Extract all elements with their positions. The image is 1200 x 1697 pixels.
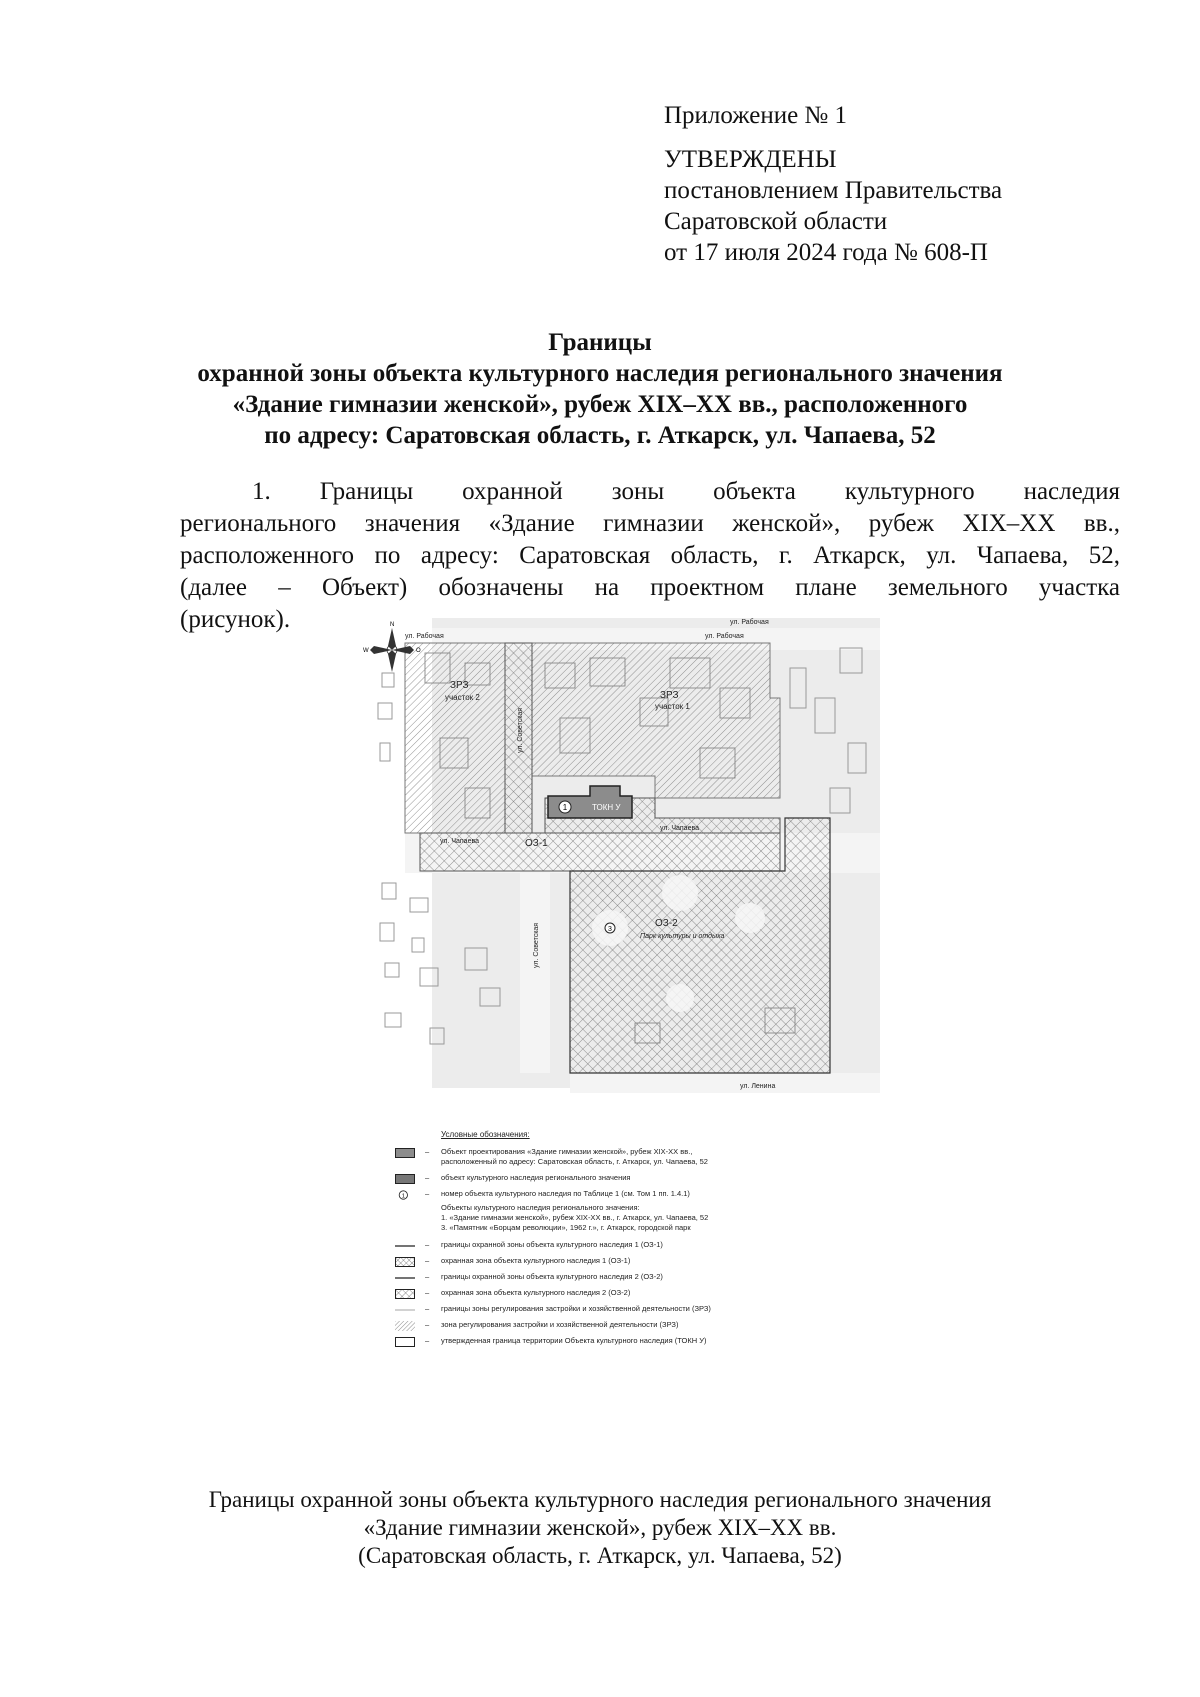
paragraph-line-4: (далее – Объект) обозначены на проектном плане земельного участка — [180, 574, 1120, 601]
approval-line-2: Саратовской области — [664, 208, 888, 235]
legend-title: Условные обозначения: — [441, 1130, 530, 1139]
gray-fill-symbol — [395, 1174, 415, 1184]
legend-number-symbol: 1 — [401, 1193, 405, 1200]
zrz-right-label: ЗРЗ — [660, 690, 679, 701]
road-lenina — [570, 1073, 880, 1093]
title-line-3: «Здание гимназии женской», рубеж XIX–XX вв., расположенного — [232, 391, 968, 418]
caption-line-1: Границы охранной зоны объекта культурного наследия регионального значения — [208, 1487, 992, 1512]
legend-text: зона регулирования застройки и хозяйственной деятельности (ЗРЗ) — [441, 1320, 679, 1329]
object-number: 1 — [562, 803, 568, 812]
paragraph-line-5: (рисунок). — [180, 606, 291, 633]
road-sovetskaya — [520, 873, 550, 1073]
compass-east: O — [416, 648, 421, 654]
diagonal-hatch-symbol — [395, 1321, 415, 1331]
legend-dash: – — [425, 1147, 430, 1156]
site-plan-map — [363, 618, 880, 1158]
paragraph-line-1: 1. Границы охранной зоны объекта культурного наследия — [252, 478, 1120, 505]
object-label: ТОКН У — [592, 803, 621, 812]
legend-dash: – — [425, 1240, 430, 1249]
solid-line-symbol — [395, 1241, 415, 1251]
approval-line-1: постановлением Правительства — [664, 177, 1003, 204]
legend-text: границы охранной зоны объекта культурного наследия 1 (ОЗ-1) — [441, 1240, 663, 1249]
legend-item-zrz-zone — [395, 1320, 725, 1330]
street-rabochaya-left: ул. Рабочая — [405, 633, 444, 640]
legend-dash: – — [425, 1256, 430, 1265]
legend-text: объект культурного наследия регионального значения — [441, 1173, 631, 1182]
street-sovetskaya-top: ул. Советская — [517, 707, 524, 753]
caption-line-2: «Здание гимназии женской», рубеж XIX–XX вв. — [363, 1515, 837, 1540]
street-lenina: ул. Ленина — [740, 1083, 776, 1090]
legend-text: номер объекта культурного наследия по Таблице 1 (см. Том 1 пп. 1.4.1) — [441, 1189, 690, 1198]
circle-number-symbol — [395, 1190, 415, 1200]
crosshatch-symbol — [395, 1257, 415, 1267]
outline-rect-symbol — [395, 1337, 415, 1347]
paragraph-line-3: расположенного по адресу: Саратовская область, г. Аткарск, ул. Чапаева, 52, — [180, 542, 1120, 569]
street-sovetskaya-bottom: ул. Советская — [533, 922, 540, 968]
dark-fill-symbol — [395, 1148, 415, 1158]
legend-item-oz2-zone — [395, 1288, 725, 1298]
legend-item-oz1-boundary — [395, 1240, 725, 1250]
street-chapaeva-right: ул. Чапаева — [660, 825, 699, 832]
legend-item-tokn — [395, 1336, 725, 1346]
street-chapaeva-left: ул. Чапаева — [440, 838, 479, 845]
thin-line-symbol — [395, 1305, 415, 1315]
legend-item-number — [395, 1189, 725, 1199]
legend-dash: – — [425, 1173, 430, 1182]
legend-item-project-object — [395, 1147, 725, 1167]
solid-line-symbol — [395, 1273, 415, 1283]
approved-heading: УТВЕРЖДЕНЫ — [664, 146, 837, 173]
legend-text: границы зоны регулирования застройки и хозяйственной деятельности (ЗРЗ) — [441, 1304, 711, 1313]
figure-caption — [150, 1486, 1050, 1570]
approval-stamp — [664, 100, 1002, 268]
legend-text: границы охранной зоны объекта культурного наследия 2 (ОЗ-2) — [441, 1272, 663, 1281]
annex-number: Приложение № 1 — [664, 102, 848, 129]
legend-item-oz2-boundary — [395, 1272, 725, 1282]
caption-line-3: (Саратовская область, г. Аткарск, ул. Чапаева, 52) — [358, 1543, 842, 1568]
legend-dash: – — [425, 1189, 430, 1198]
zrz-parcel-1 — [532, 643, 780, 798]
legend-item-heritage-object — [395, 1173, 725, 1183]
approval-line-3: от 17 июля 2024 года № 608-П — [664, 239, 988, 266]
title-line-2: охранной зоны объекта культурного наследия регионального значения — [197, 360, 1003, 387]
street-rabochaya-right: ул. Рабочая — [705, 633, 744, 640]
zrz-left-sublabel: участок 2 — [445, 693, 480, 702]
compass-west: W — [363, 648, 369, 654]
paragraph-line-2: регионального значения «Здание гимназии женской», рубеж XIX–XX вв., — [180, 510, 1120, 537]
map-legend — [395, 1130, 725, 1352]
oz1-label: ОЗ-1 — [525, 838, 548, 849]
body-paragraph — [180, 476, 1120, 636]
legend-dash: – — [425, 1272, 430, 1281]
legend-objects-title: Объекты культурного наследия регионального значения: — [441, 1203, 640, 1212]
title-line-4: по адресу: Саратовская область, г. Аткарск, ул. Чапаева, 52 — [264, 422, 936, 449]
monument-number: 3 — [608, 926, 612, 933]
legend-text: охранная зона объекта культурного наследия 2 (ОЗ-2) — [441, 1288, 631, 1297]
legend-dash: – — [425, 1304, 430, 1313]
zrz-right-sublabel: участок 1 — [655, 702, 690, 711]
legend-object-3: 3. «Памятник «Борцам революции», 1962 г.», г. Аткарск, городской парк — [441, 1223, 691, 1232]
title-line-1: Границы — [548, 329, 652, 356]
legend-item-oz1-zone — [395, 1256, 725, 1266]
oz2-sublabel: Парк культуры и отдыха — [640, 933, 725, 940]
legend-text: охранная зона объекта культурного наследия 1 (ОЗ-1) — [441, 1256, 631, 1265]
legend-object-1: 1. «Здание гимназии женской», рубеж XIX-XX вв., г. Аткарск, ул. Чапаева, 52 — [441, 1213, 709, 1222]
legend-dash: – — [425, 1288, 430, 1297]
document-title — [150, 327, 1050, 451]
compass-north: N — [390, 622, 395, 628]
legend-item-zrz-boundary — [395, 1304, 725, 1314]
crosshatch-symbol — [395, 1289, 415, 1299]
legend-text: Объект проектирования «Здание гимназии женской», рубеж XIX-XX вв., расположенный по адресу: Саратовская область, г. Аткарск, ул. Чапаева, 52 — [441, 1147, 708, 1166]
legend-objects-list — [395, 1203, 725, 1233]
legend-dash: – — [425, 1320, 430, 1329]
street-rabochaya-top: ул. Рабочая — [730, 619, 769, 626]
legend-text: утвержденная граница территории Объекта культурного наследия (ТОКН У) — [441, 1336, 707, 1345]
oz2-label: ОЗ-2 — [655, 918, 678, 929]
legend-dash: – — [425, 1336, 430, 1345]
zrz-left-label: ЗРЗ — [450, 680, 469, 691]
